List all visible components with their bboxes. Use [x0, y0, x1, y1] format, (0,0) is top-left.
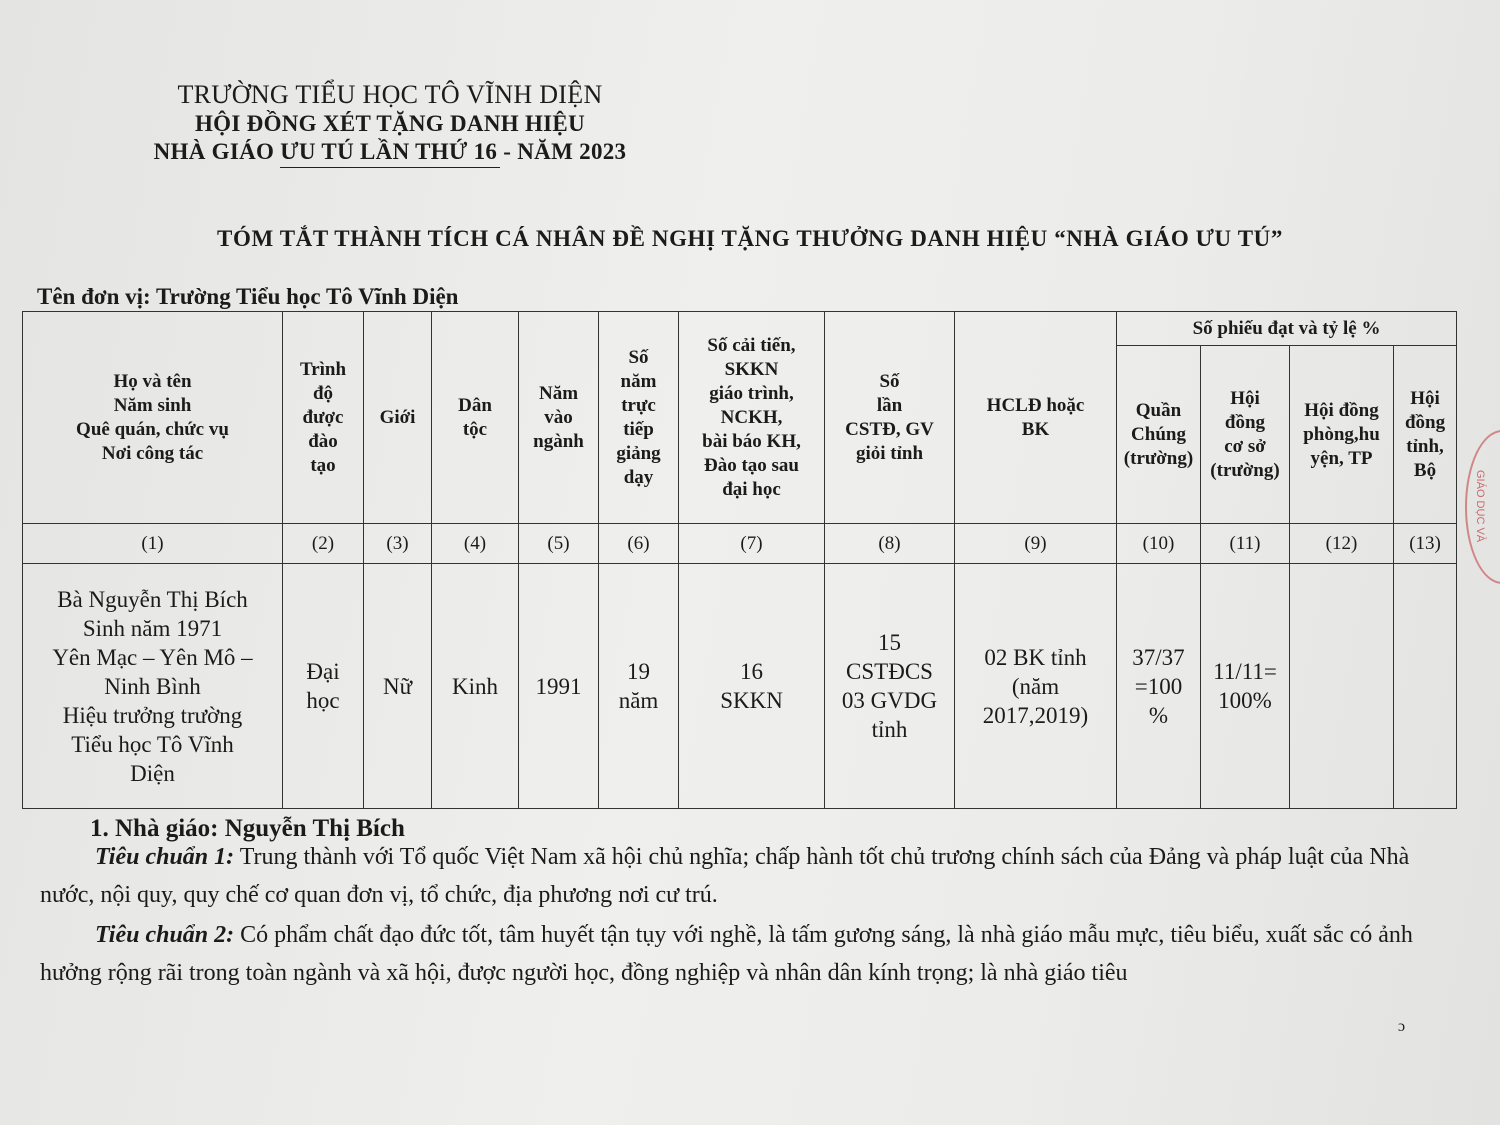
header-cell: Giới — [364, 312, 432, 524]
data-cell: 16 SKKN — [679, 564, 825, 809]
header-cell: Số năm trực tiếp giảng dạy — [599, 312, 679, 524]
column-number: (6) — [599, 524, 679, 564]
header-cell: Số lần CSTĐ, GV giỏi tỉnh — [825, 312, 955, 524]
header-cell: Trình độ được đào tạo — [283, 312, 364, 524]
column-number: (7) — [679, 524, 825, 564]
document-title: TÓM TẮT THÀNH TÍCH CÁ NHÂN ĐỀ NGHỊ TẶNG THƯỞNG DANH HIỆU “NHÀ GIÁO ƯU TÚ” — [217, 226, 1283, 251]
council-name: HỘI ĐỒNG XÉT TẶNG DANH HIỆU — [194, 111, 585, 136]
data-cell — [1394, 564, 1457, 809]
column-number: (10) — [1117, 524, 1201, 564]
data-cell: 02 BK tỉnh (năm 2017,2019) — [955, 564, 1117, 809]
table-row — [23, 564, 1457, 809]
vote-group-header: Số phiếu đạt và tỷ lệ % — [1117, 312, 1457, 346]
header-cell: Hội đồng tỉnh, Bộ — [1394, 346, 1457, 524]
column-number: (5) — [519, 524, 599, 564]
header-cell: HCLĐ hoặc BK — [955, 312, 1117, 524]
document-header — [130, 80, 650, 168]
pen-mark: ɔ — [1398, 1018, 1406, 1035]
column-number-row — [23, 524, 1457, 564]
criterion-2-text: Có phẩm chất đạo đức tốt, tâm huyết tận tụy với nghề, là tấm gương sáng, là nhà giáo mẫu mực, tiêu biểu, xuất sắc có ảnh hưởng rộng rãi trong toàn ngành và xã hội, được người học, đồng nghiệp và nhân dân kính trọng; là nhà giáo tiêu — [40, 922, 1413, 986]
column-number: (13) — [1394, 524, 1457, 564]
criterion-1-label: Tiêu chuẩn 1: — [95, 844, 235, 870]
data-cell: Nữ — [364, 564, 432, 809]
column-number: (2) — [283, 524, 364, 564]
data-cell: 19 năm — [599, 564, 679, 809]
column-number: (9) — [955, 524, 1117, 564]
criterion-2-label: Tiêu chuẩn 2: — [95, 922, 235, 948]
column-number: (8) — [825, 524, 955, 564]
section-heading: 1. Nhà giáo: Nguyễn Thị Bích — [90, 815, 405, 842]
header-cell: Họ và tên Năm sinh Quê quán, chức vụ Nơi công tác — [23, 312, 283, 524]
header-underline — [280, 167, 500, 168]
column-number: (4) — [432, 524, 519, 564]
header-cell: Số cải tiến, SKKN giáo trình, NCKH, bài báo KH, Đào tạo sau đại học — [679, 312, 825, 524]
header-cell: Hội đồng cơ sở (trường) — [1201, 346, 1290, 524]
award-name: NHÀ GIÁO ƯU TÚ LẦN THỨ 16 - NĂM 2023 — [153, 139, 627, 164]
criterion-2-paragraph — [40, 916, 1450, 992]
header-cell: Dân tộc — [432, 312, 519, 524]
header-cell: Hội đồng phòng,hu yện, TP — [1290, 346, 1394, 524]
criterion-1-text: Trung thành với Tổ quốc Việt Nam xã hội chủ nghĩa; chấp hành tốt chủ trương chính sách của Đảng và pháp luật của Nhà nước, nội quy, quy chế cơ quan đơn vị, tổ chức, địa phương nơi cư trú. — [40, 844, 1410, 908]
stamp-text: GIÁO DỤC VÀ — [1474, 470, 1486, 543]
data-cell: 1991 — [519, 564, 599, 809]
header-cell: Quần Chúng (trường) — [1117, 346, 1201, 524]
school-name: TRƯỜNG TIỂU HỌC TÔ VĨNH DIỆN — [177, 80, 603, 109]
data-cell: Đại học — [283, 564, 364, 809]
header-cell: Năm vào ngành — [519, 312, 599, 524]
unit-name: Tên đơn vị: Trường Tiểu học Tô Vĩnh Diện — [37, 284, 459, 309]
achievement-table — [22, 311, 1457, 809]
column-number: (3) — [364, 524, 432, 564]
table-header-row — [23, 312, 1457, 346]
column-number: (1) — [23, 524, 283, 564]
data-cell: 15 CSTĐCS 03 GVDG tỉnh — [825, 564, 955, 809]
criterion-1-paragraph — [40, 838, 1450, 914]
data-cell: Kinh — [432, 564, 519, 809]
column-number: (12) — [1290, 524, 1394, 564]
data-cell: 37/37 =100 % — [1117, 564, 1201, 809]
data-cell — [1290, 564, 1394, 809]
data-cell: Bà Nguyễn Thị Bích Sinh năm 1971 Yên Mạc – Yên Mô – Ninh Bình Hiệu trưởng trường Tiểu học Tô Vĩnh Diện — [23, 564, 283, 809]
column-number: (11) — [1201, 524, 1290, 564]
data-cell: 11/11= 100% — [1201, 564, 1290, 809]
